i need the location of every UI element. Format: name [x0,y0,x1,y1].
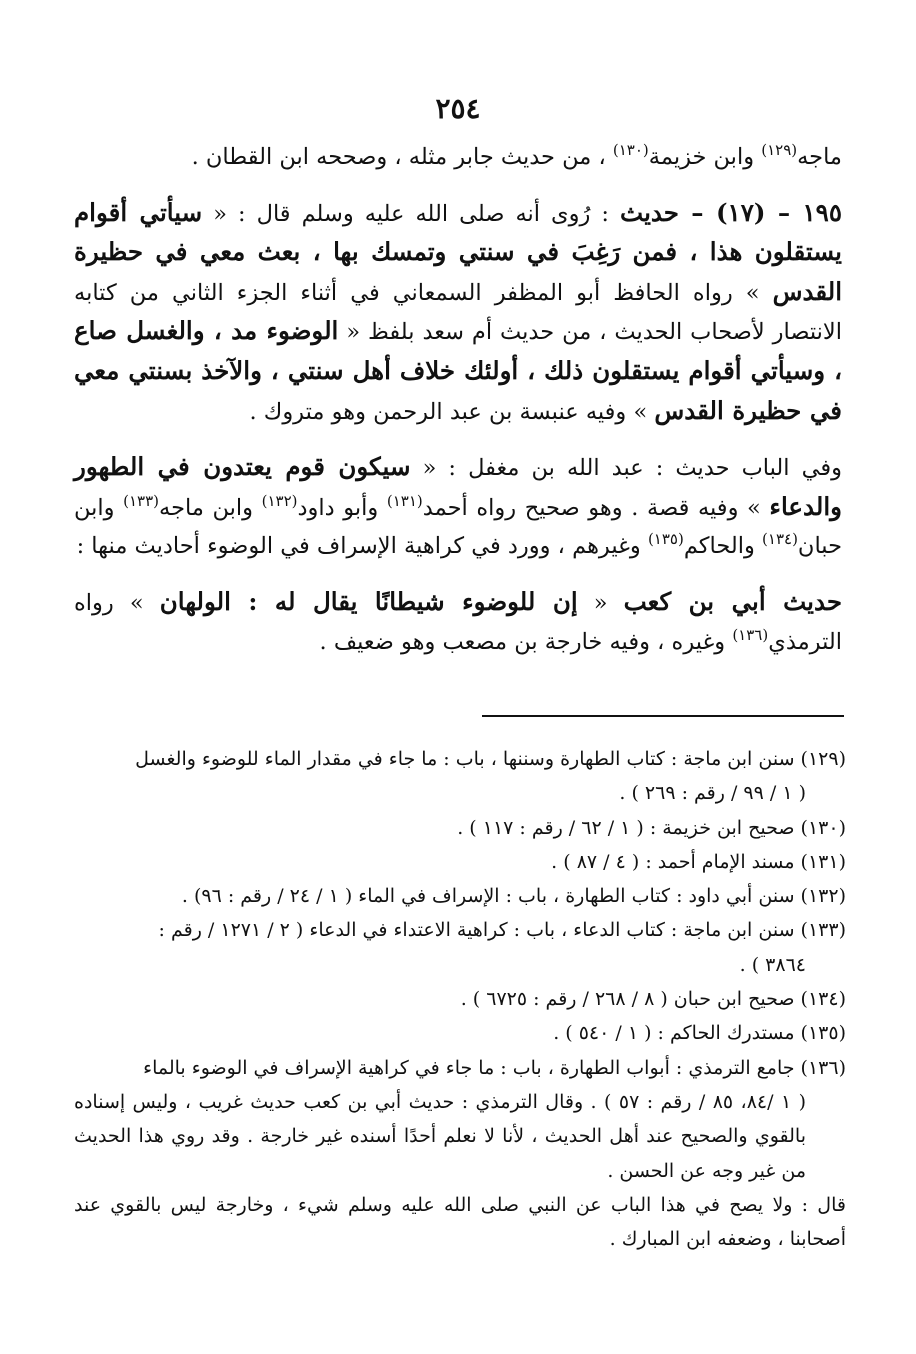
text-run: » رواه الحافظ أبو المظفر السمعاني في أثناء الجزء الثاني من كتابه الانتصار لأصحاب الحديث ، من حديث أم سعد بلفظ « [74,279,842,346]
hadith-heading: ١٩٥ – (١٧) – حديث [620,197,842,227]
footnotes [74,742,846,1256]
footnote-ref[interactable]: (١٣١) [386,491,423,510]
paragraph-continuation [74,138,842,177]
footnote-ref[interactable]: (١٣٣) [123,491,160,510]
paragraph-hadith-195 [74,194,842,432]
text-run: وغيره ، وفيه خارجة بن مصعب وهو ضعيف . [319,628,733,655]
text-run: : رُوى أنه صلى الله عليه وسلم قال : « [202,200,621,227]
text-run: وابن حبان [74,494,842,560]
text-run: وفي الباب حديث : عبد الله بن مغفل : « [410,455,842,482]
text-run: ماجه [797,144,842,170]
footnote-136-note: قال : ولا يصح في هذا الباب عن النبي صلى الله عليه وسلم شيء ، وخارجة ليس بالقوي عند أصحابنا ، وضعفه ابن المبارك . [74,1193,846,1251]
footnote-130: (١٣٠) صحيح ابن خزيمة : ( ١ / ٦٢ / رقم : ١١٧ ) . [457,816,846,839]
footnote-ref[interactable]: (١٣٠) [612,141,649,159]
main-text [74,138,842,661]
footnote-ref[interactable]: (١٣٦) [732,625,769,644]
text-run: » رواه الترمذي [74,589,842,655]
text-run: » وفيه عنبسة بن عبد الرحمن وهو متروك . [249,398,655,425]
footnote-ref[interactable]: (١٣٢) [261,491,298,510]
hadith-heading: حديث أبي بن كعب [623,586,842,616]
footnote-136: (١٣٦) جامع الترمذي : أبواب الطهارة ، باب : ما جاء في كراهية الإسراف في الوضوء بالماء [143,1056,846,1079]
footnote-135: (١٣٥) مستدرك الحاكم : ( ١ / ٥٤٠ ) . [553,1022,846,1045]
footnote-ref[interactable]: (١٢٩) [761,141,798,159]
text-run: » وفيه قصة . وهو صحيح رواه أحمد [422,494,770,521]
paragraph-ubayy-hadith [74,583,842,661]
footnote-129-continued: ( ١ / ٩٩ / رقم : ٢٦٩ ) . [619,782,806,805]
footnote-136-continued: ( ١ /٨٤، ٨٥ / رقم : ٥٧ ) . وقال الترمذي : حديث أبي بن كعب حديث غريب ، وليس إسناده بالقوي والصحيح عند أهل الحديث ، لأنا لا نعلم أحدًا أسنده غير خارجة . وقد روي هذا الحديث من غير وجه عن الحسن . [74,1090,806,1182]
footnote-ref[interactable]: (١٣٤) [762,530,798,549]
text-run: « [577,589,624,616]
page-number: ٢٥٤ [435,92,481,125]
text-run: والحاكم [683,533,763,560]
text-run: وابن ماجه [159,494,262,521]
footnote-132: (١٣٢) سنن أبي داود : كتاب الطهارة ، باب : الإسراف في الماء ( ١ / ٢٤ / رقم : ٩٦) . [181,885,846,908]
footnote-133-continued: ٣٨٦٤ ) . [739,953,806,976]
footnote-ref[interactable]: (١٣٥) [647,530,684,549]
text-run: ، من حديث جابر مثله ، وصححه ابن القطان . [191,144,613,170]
text-run: وابن خزيمة [648,144,762,170]
hadith-text: الوضوء مد ، والغسل صاع ، وسيأتي أقوام يستقلون ذلك ، أولئك خلاف أهل سنتي ، والآخذ بسنتي معي في حظيرة القدس [74,316,842,425]
footnote-129: (١٢٩) سنن ابن ماجة : كتاب الطهارة وسننها ، باب : ما جاء في مقدار الماء للوضوء والغسل [135,748,846,770]
footnote-131: (١٣١) مسند الإمام أحمد : ( ٤ / ٨٧ ) . [551,850,846,873]
footnote-divider [482,715,844,717]
text-run: وأبو داود [297,494,387,521]
paragraph-related-hadith [74,448,842,566]
footnote-134: (١٣٤) صحيح ابن حبان ( ٨ / ٢٦٨ / رقم : ٦٧٢٥ ) . [460,988,846,1011]
hadith-text: سيأتي أقوام يستقلون هذا ، فمن رَغِبَ في سنتي وتمسك بها ، بعث معي في حظيرة القدس [74,197,842,306]
footnote-133: (١٣٣) سنن ابن ماجة : كتاب الدعاء ، باب : كراهية الاعتداء في الدعاء ( ٢ / ١٢٧١ / رقم : [158,919,846,942]
hadith-text: إن للوضوء شيطانًا يقال له : الولهان [159,586,578,616]
text-run: وغيرهم ، وورد في كراهية الإسراف في الوضوء أحاديث منها : [76,533,648,560]
hadith-text: سيكون قوم يعتدون في الطهور والدعاء [74,452,842,521]
